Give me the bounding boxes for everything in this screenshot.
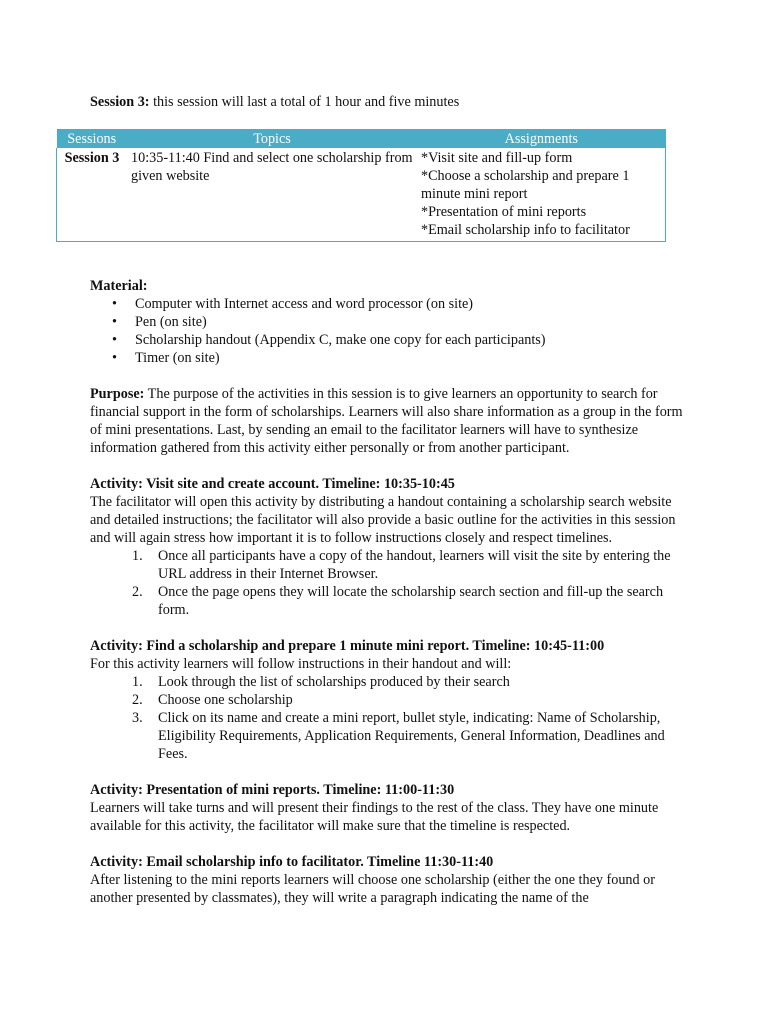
purpose-paragraph xyxy=(90,385,690,457)
session-label: Session 3: xyxy=(90,94,150,110)
step-item xyxy=(90,547,690,583)
step-number: 1. xyxy=(132,548,143,564)
activity-title: Activity: Visit site and create account. Timeline: 10:35-10:45 xyxy=(90,476,455,492)
activity-text: After listening to the mini reports learners will choose one scholarship (either the one they found or another presented by classmates), they will write a paragraph indicating the name of the xyxy=(90,872,655,906)
step-text: Once the page opens they will locate the scholarship search section and fill-up the search form. xyxy=(158,584,664,618)
activity-text: Learners will take turns and will present their findings to the rest of the class. They have one minute available for this activity, the facilitator will make sure that the timeline is respected. xyxy=(90,800,659,834)
bullet-icon: • xyxy=(112,314,117,330)
header-sessions: Sessions xyxy=(57,129,128,148)
cell-session: Session 3 xyxy=(57,148,128,242)
assignment-item: *Presentation of mini reports xyxy=(421,204,587,220)
document-page xyxy=(64,93,690,925)
list-item xyxy=(90,313,690,331)
header-assignments: Assignments xyxy=(417,129,666,148)
list-item xyxy=(90,349,690,367)
activity-email xyxy=(90,853,690,907)
list-item-text: Computer with Internet access and word processor (on site) xyxy=(135,296,474,312)
list-item xyxy=(90,295,690,313)
step-text: Choose one scholarship xyxy=(158,692,293,708)
header-topics: Topics xyxy=(127,129,417,148)
bullet-icon: • xyxy=(112,350,117,366)
bullet-icon: • xyxy=(112,332,117,348)
activity-title: Activity: Email scholarship info to facilitator. Timeline 11:30-11:40 xyxy=(90,854,494,870)
activity-title: Activity: Find a scholarship and prepare 1 minute mini report. Timeline: 10:45-11:00 xyxy=(90,638,605,654)
list-item-text: Scholarship handout (Appendix C, make one copy for each participants) xyxy=(135,332,546,348)
activity-presentation xyxy=(90,781,690,835)
step-number: 1. xyxy=(132,674,143,690)
step-item xyxy=(90,691,690,709)
step-item xyxy=(90,583,690,619)
activity-steps xyxy=(90,673,690,763)
step-text: Look through the list of scholarships produced by their search xyxy=(158,674,510,690)
step-text: Click on its name and create a mini report, bullet style, indicating: Name of Scholarship, Eligibility Requirements, Application Requirements, General Information, Deadlines and Fees. xyxy=(158,710,665,762)
table-header-row xyxy=(57,129,666,148)
activity-steps xyxy=(90,547,690,619)
purpose-label: Purpose: xyxy=(90,386,145,402)
material-list xyxy=(90,295,690,367)
purpose-text: The purpose of the activities in this session is to give learners an opportunity to search for financial support in the form of scholarships. Learners will also share information as a group in the form of mini presentations. Last, by sending an email to the facilitator learners will have to synthesize information gathered from this activity either personally or from another participant. xyxy=(90,386,683,456)
cell-assignments xyxy=(417,148,666,242)
step-item xyxy=(90,709,690,763)
sessions-table xyxy=(56,129,666,242)
step-number: 2. xyxy=(132,692,143,708)
cell-topic: 10:35-11:40 Find and select one scholarship from given website xyxy=(127,148,417,242)
step-number: 3. xyxy=(132,710,143,726)
activity-visit-site xyxy=(90,475,690,619)
step-item xyxy=(90,673,690,691)
session-duration-text: this session will last a total of 1 hour and five minutes xyxy=(149,94,460,110)
activity-text: For this activity learners will follow instructions in their handout and will: xyxy=(90,656,512,672)
activity-text: The facilitator will open this activity by distributing a handout containing a scholarship search website and detailed instructions; the facilitator will also provide a basic outline for the activities in this session and will again stress how important it is to follow instructions closely and respect timelines. xyxy=(90,494,676,546)
activity-title: Activity: Presentation of mini reports. Timeline: 11:00-11:30 xyxy=(90,782,455,798)
step-text: Once all participants have a copy of the handout, learners will visit the site by entering the URL address in their Internet Browser. xyxy=(158,548,671,582)
activity-find-scholarship xyxy=(90,637,690,763)
list-item-text: Pen (on site) xyxy=(135,314,207,330)
bullet-icon: • xyxy=(112,296,117,312)
material-heading: Material: xyxy=(90,278,148,294)
list-item xyxy=(90,331,690,349)
assignment-item: *Choose a scholarship and prepare 1 minute mini report xyxy=(421,168,630,202)
session-intro xyxy=(90,93,690,111)
table-row xyxy=(57,148,666,242)
assignment-item: *Email scholarship info to facilitator xyxy=(421,222,630,238)
assignment-item: *Visit site and fill-up form xyxy=(421,150,573,166)
list-item-text: Timer (on site) xyxy=(135,350,220,366)
step-number: 2. xyxy=(132,584,143,600)
